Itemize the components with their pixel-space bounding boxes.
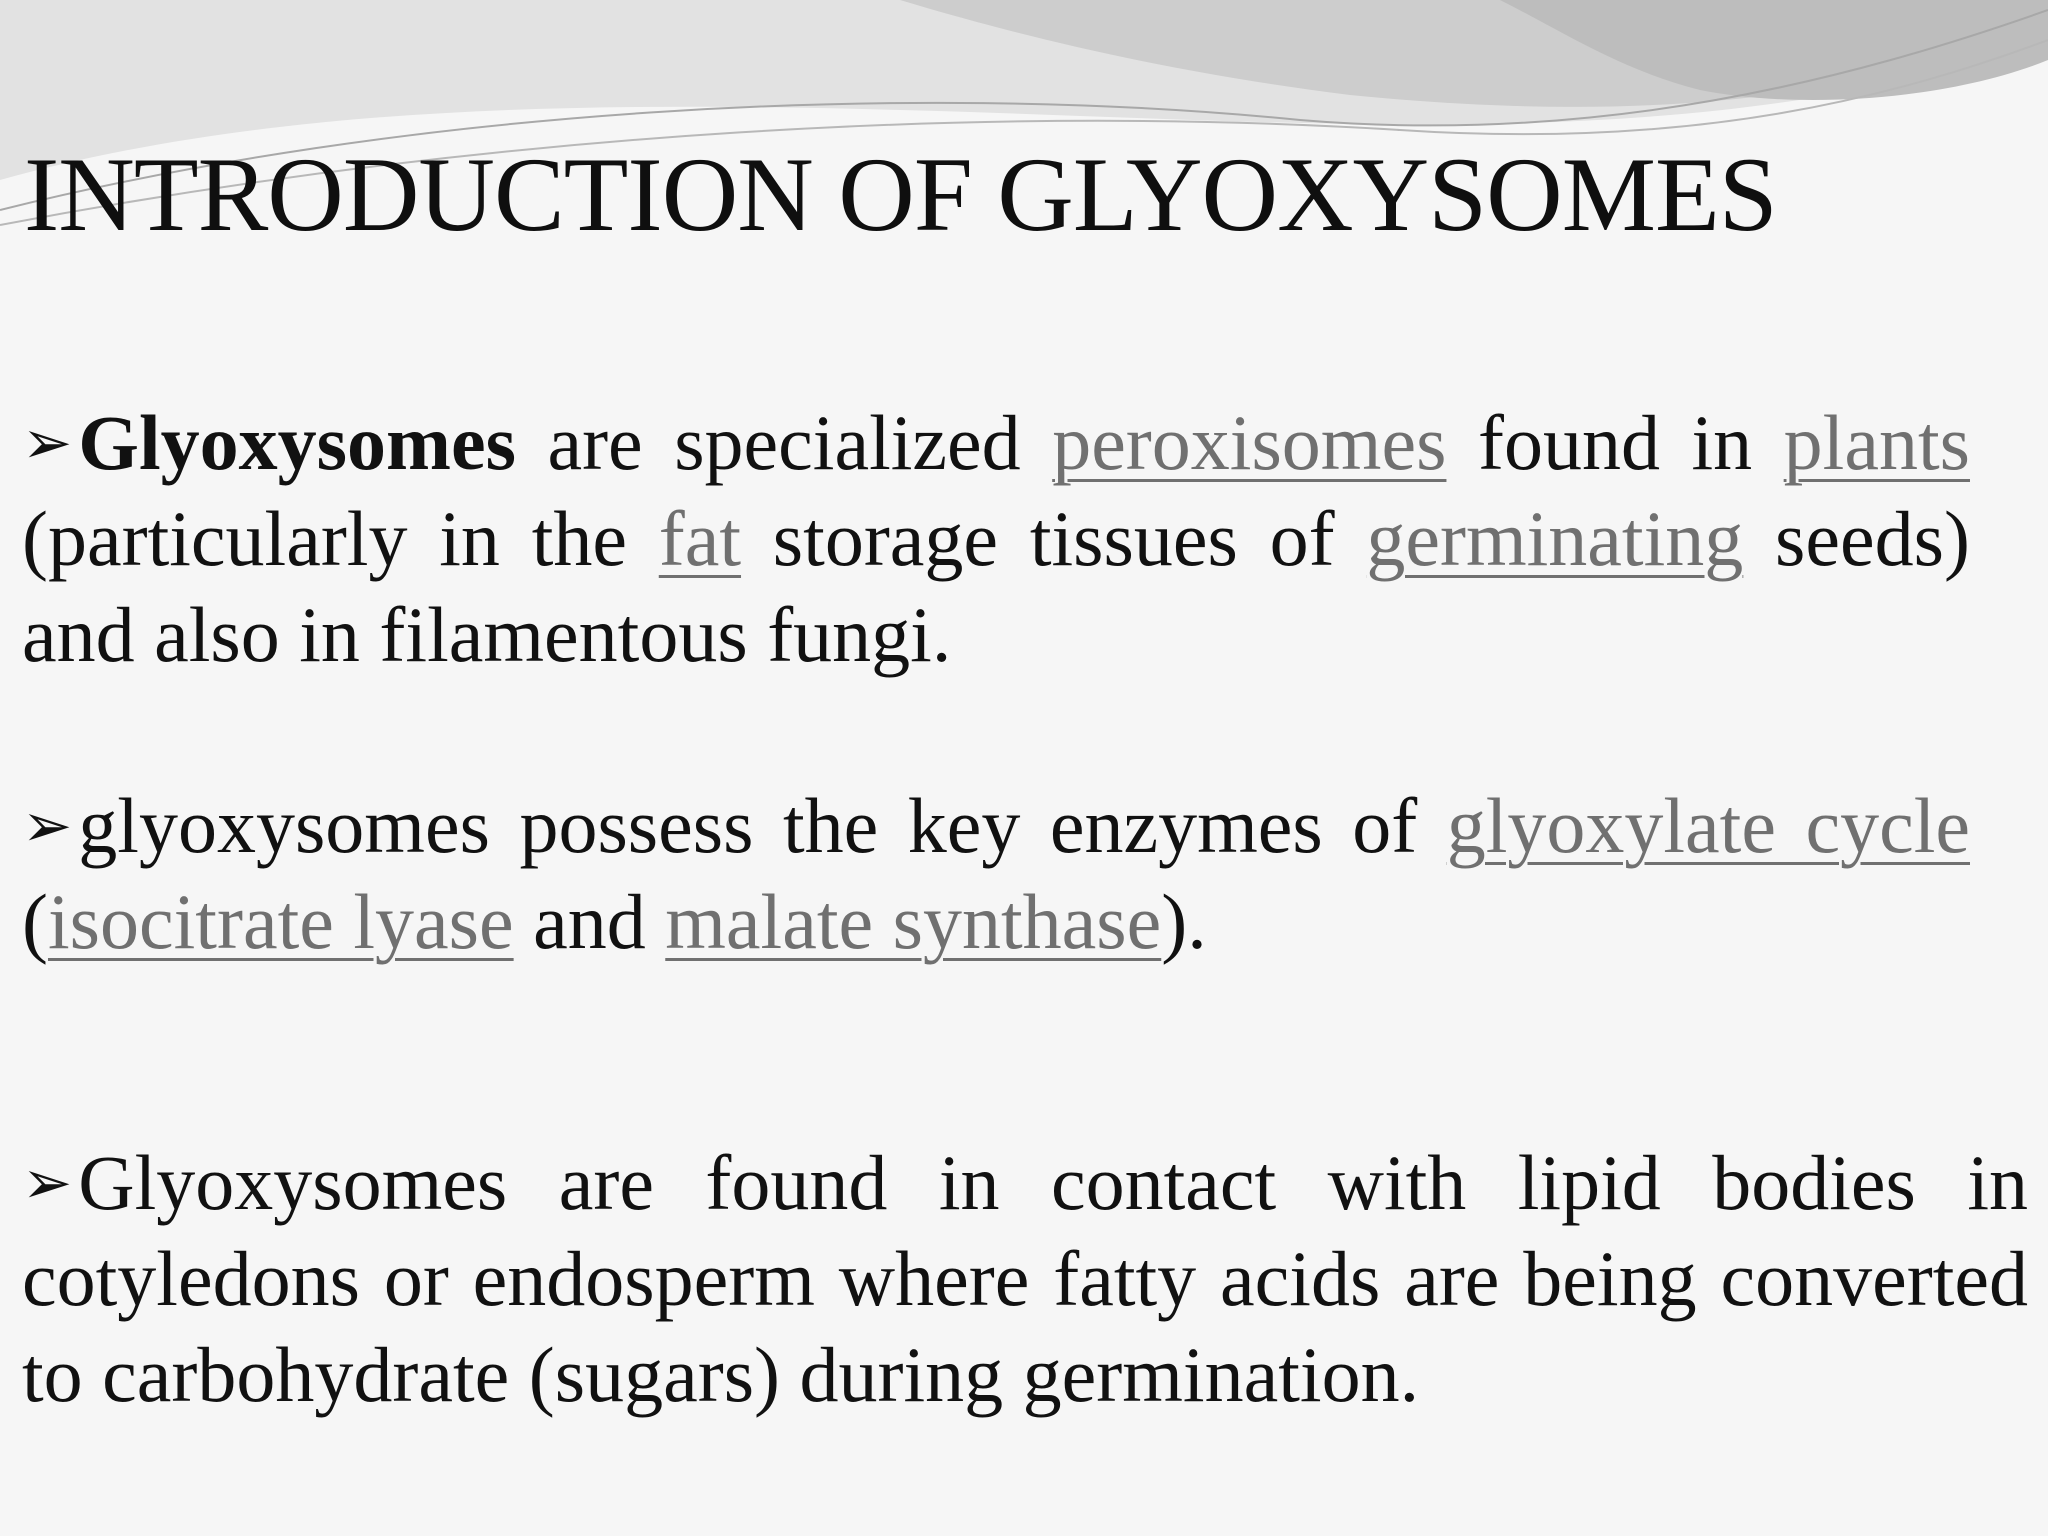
paragraph-text: glyoxysomes possess the key enzymes of bbox=[78, 782, 1447, 869]
paragraph-text: storage tissues of bbox=[741, 495, 1367, 582]
arrow-bullet-icon: ➢ bbox=[22, 793, 73, 859]
link-glyoxylate-cycle[interactable]: glyoxylate cycle bbox=[1446, 782, 1970, 869]
term-glyoxysomes: Glyoxysomes bbox=[78, 399, 516, 486]
link-malate-synthase[interactable]: malate synthase bbox=[665, 878, 1162, 965]
link-germinating[interactable]: germinating bbox=[1366, 495, 1744, 582]
paragraph-text: (particularly in the bbox=[22, 495, 659, 582]
slide-title: INTRODUCTION OF GLYOXYSOMES bbox=[24, 136, 1777, 253]
link-plants[interactable]: plants bbox=[1783, 399, 1970, 486]
link-isocitrate-lyase[interactable]: isocitrate lyase bbox=[47, 878, 514, 965]
paragraph-text: ( bbox=[22, 878, 48, 965]
bullet-paragraph-3 bbox=[22, 1135, 2028, 1423]
paragraph-text: Glyoxysomes are found in contact with lipid bodies in cotyledons or endosperm where fatty acids are being converted to carbohydrate (sugars) during germination. bbox=[22, 1139, 2028, 1418]
arrow-bullet-icon: ➢ bbox=[22, 410, 73, 476]
paragraph-text: ). bbox=[1161, 878, 1207, 965]
paragraph-text: and bbox=[513, 878, 666, 965]
bullet-paragraph-2 bbox=[22, 778, 1970, 970]
paragraph-text: found in bbox=[1446, 399, 1784, 486]
link-peroxisomes[interactable]: peroxisomes bbox=[1052, 399, 1447, 486]
paragraph-text: seeds) and also in filamentous fungi. bbox=[22, 495, 1970, 678]
link-fat[interactable]: fat bbox=[658, 495, 742, 582]
arrow-bullet-icon: ➢ bbox=[22, 1150, 73, 1216]
bullet-paragraph-1 bbox=[22, 395, 1970, 683]
paragraph-text: are specialized bbox=[515, 399, 1053, 486]
